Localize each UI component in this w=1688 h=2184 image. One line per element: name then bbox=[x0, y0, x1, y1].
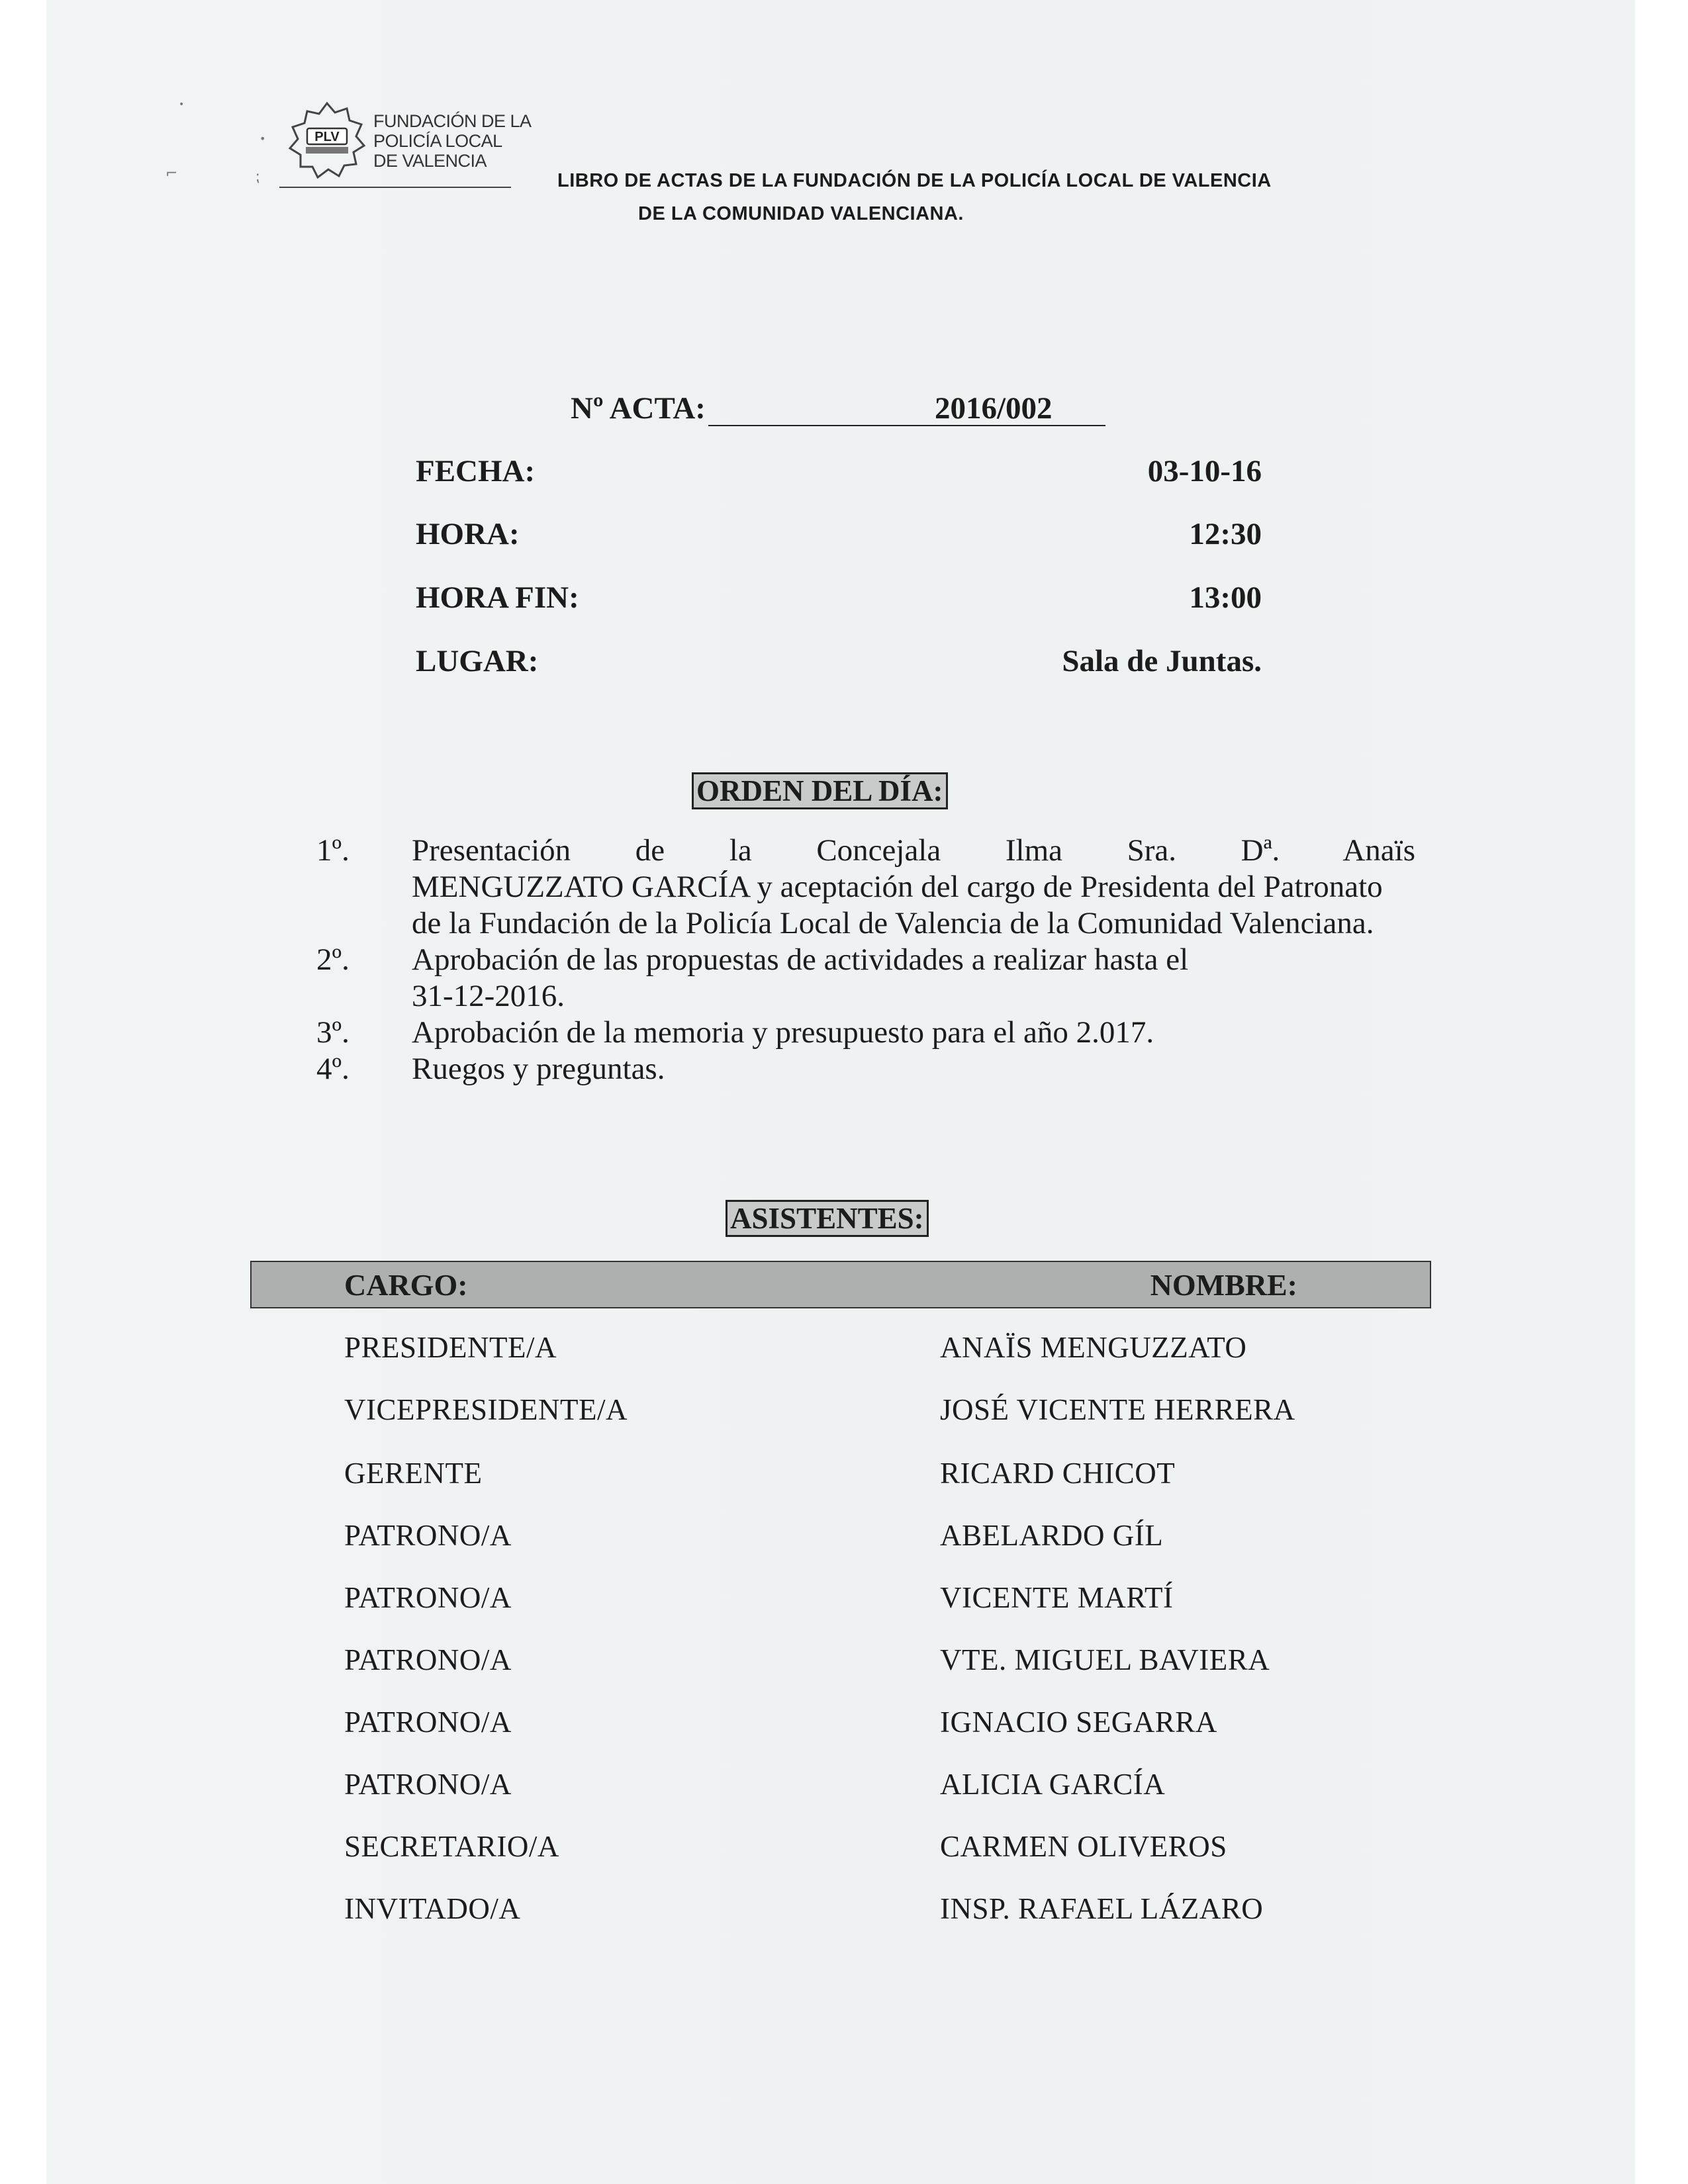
logo-wordmark bbox=[373, 111, 532, 171]
meta-row-fecha bbox=[416, 453, 1262, 493]
cargo-cell: SECRETARIO/A bbox=[344, 1830, 559, 1863]
logo-text-line: DE VALENCIA bbox=[373, 151, 487, 171]
nombre-cell: JOSÉ VICENTE HERRERA bbox=[940, 1393, 1295, 1426]
agenda-text: 31-12-2016. bbox=[412, 979, 565, 1013]
table-row bbox=[344, 1518, 1403, 1555]
meta-label: FECHA: bbox=[416, 454, 536, 488]
table-row bbox=[344, 1643, 1403, 1680]
table-row bbox=[344, 1392, 1403, 1430]
logo-mark: PLV bbox=[314, 130, 340, 144]
agenda-heading: ORDEN DEL DÍA: bbox=[692, 772, 948, 809]
attendees-heading: ASISTENTES: bbox=[726, 1200, 929, 1237]
meta-label: LUGAR: bbox=[416, 644, 539, 678]
logo-text-line: POLICÍA LOCAL bbox=[373, 131, 502, 151]
nombre-cell: INSP. RAFAEL LÁZARO bbox=[940, 1892, 1264, 1925]
meta-row-lugar bbox=[416, 643, 1262, 683]
agenda-text: MENGUZZATO GARCÍA y aceptación del cargo de Presidenta del Patronato de la Fundación de la Policía Local de Valencia de la Comunidad Valenciana. bbox=[412, 870, 1383, 940]
acta-label: Nº ACTA: bbox=[571, 391, 706, 426]
table-row bbox=[344, 1456, 1403, 1493]
agenda-text-line: Aprobación de la memoria y presupuesto para el año 2.017. bbox=[412, 1015, 1154, 1050]
meta-value: 12:30 bbox=[1189, 517, 1262, 551]
title-line-2: DE LA COMUNIDAD VALENCIANA. bbox=[638, 203, 964, 224]
acta-number: 2016/002 bbox=[935, 391, 1053, 426]
cargo-cell: PATRONO/A bbox=[344, 1643, 512, 1676]
cargo-cell: PATRONO/A bbox=[344, 1519, 512, 1552]
agenda-number: 4º. bbox=[316, 1052, 350, 1086]
agenda-number: 2º. bbox=[316, 942, 350, 977]
scan-mark: ⌐ bbox=[165, 165, 178, 182]
meta-value: Sala de Juntas. bbox=[1062, 644, 1262, 678]
nombre-cell: IGNACIO SEGARRA bbox=[940, 1706, 1217, 1739]
meta-row-hora bbox=[416, 516, 1262, 556]
column-header-nombre: NOMBRE: bbox=[1150, 1268, 1297, 1302]
nombre-cell: ANAÏS MENGUZZATO bbox=[940, 1331, 1247, 1364]
scan-mark: • bbox=[259, 132, 266, 145]
cargo-cell: PATRONO/A bbox=[344, 1706, 512, 1739]
agenda-number: 3º. bbox=[316, 1015, 350, 1050]
scan-mark: • bbox=[179, 99, 185, 110]
agenda-number: 1º. bbox=[316, 833, 350, 868]
table-row bbox=[344, 1330, 1403, 1367]
document-title bbox=[557, 164, 1272, 230]
meta-value: 13:00 bbox=[1189, 580, 1262, 615]
agenda-list bbox=[316, 833, 1415, 1087]
agenda-item bbox=[316, 1051, 1415, 1087]
logo-divider bbox=[279, 187, 511, 188]
nombre-cell: RICARD CHICOT bbox=[940, 1457, 1176, 1490]
nombre-cell: VTE. MIGUEL BAVIERA bbox=[940, 1643, 1270, 1676]
logo-text-line: FUNDACIÓN DE LA bbox=[373, 111, 532, 131]
meta-value: 03-10-16 bbox=[1147, 454, 1262, 488]
foundation-logo bbox=[286, 99, 368, 181]
title-line-1: LIBRO DE ACTAS DE LA FUNDACIÓN DE LA POLICÍA LOCAL DE VALENCIA bbox=[557, 170, 1272, 191]
cargo-cell: VICEPRESIDENTE/A bbox=[344, 1393, 628, 1426]
nombre-cell: ABELARDO GÍL bbox=[940, 1519, 1164, 1552]
cargo-cell: INVITADO/A bbox=[344, 1892, 521, 1925]
cargo-cell: PRESIDENTE/A bbox=[344, 1331, 557, 1364]
nombre-cell: CARMEN OLIVEROS bbox=[940, 1830, 1227, 1863]
agenda-text-line: Aprobación de las propuestas de actividades a realizar hasta el bbox=[412, 942, 1189, 977]
meta-row-hora-fin bbox=[416, 580, 1262, 619]
table-row bbox=[344, 1767, 1403, 1804]
meta-label: HORA: bbox=[416, 517, 520, 551]
table-row bbox=[344, 1580, 1403, 1617]
table-row bbox=[344, 1891, 1403, 1929]
nombre-cell: ALICIA GARCÍA bbox=[940, 1768, 1166, 1801]
table-row bbox=[344, 1829, 1403, 1866]
agenda-item bbox=[316, 942, 1415, 1015]
nombre-cell: VICENTE MARTÍ bbox=[940, 1581, 1174, 1614]
table-row bbox=[344, 1705, 1403, 1742]
cargo-cell: PATRONO/A bbox=[344, 1768, 512, 1801]
cargo-cell: PATRONO/A bbox=[344, 1581, 512, 1614]
scan-mark: ⁏ bbox=[255, 169, 260, 185]
agenda-text-line: Ruegos y preguntas. bbox=[412, 1052, 665, 1086]
cargo-cell: GERENTE bbox=[344, 1457, 483, 1490]
agenda-item bbox=[316, 1015, 1415, 1051]
agenda-text-line: Presentación de la Concejala Ilma Sra. Dª. Anaïs bbox=[412, 833, 1415, 868]
attendees-table-header bbox=[250, 1261, 1431, 1308]
column-header-cargo: CARGO: bbox=[344, 1268, 468, 1302]
agenda-item bbox=[316, 833, 1415, 942]
meta-label: HORA FIN: bbox=[416, 580, 579, 615]
